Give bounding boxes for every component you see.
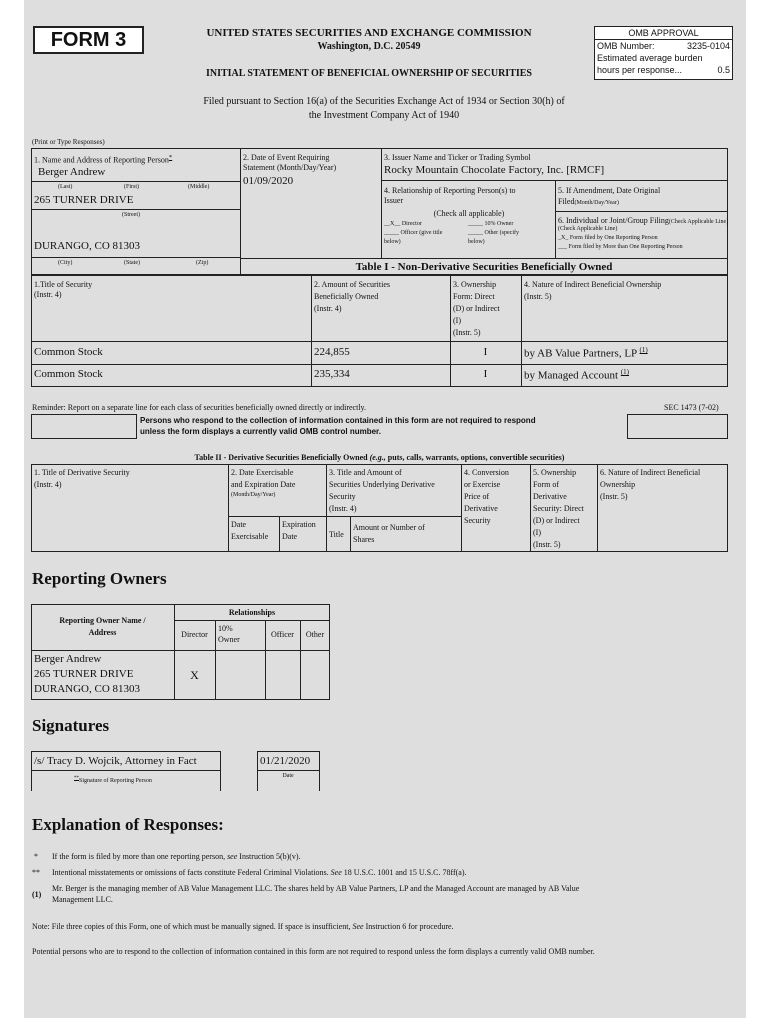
t1-h1b: (Instr. 4)	[34, 290, 62, 299]
owner-director-mark: X	[190, 668, 199, 682]
exp-mark-3: (1)	[32, 890, 42, 899]
t2-h3a: 3. Title and Amount of	[329, 468, 402, 477]
box4-label: 4. Relationship of Reporting Person(s) to	[384, 186, 516, 195]
owner-col-name1: Reporting Owner Name /	[59, 616, 146, 625]
omb-number: 3235-0104	[686, 41, 730, 51]
box2-label: 2. Date of Event Requiring	[243, 153, 330, 162]
t1-h3a: 3. Ownership	[453, 280, 497, 289]
officer-col: Officer	[271, 630, 294, 639]
t2-h3d: (Instr. 4)	[329, 504, 357, 513]
sec-number: SEC 1473 (7-02)	[664, 403, 719, 412]
omb-burden-label: Estimated average burden	[597, 53, 703, 63]
exp-mark-1: *	[34, 852, 38, 861]
t1-h4a: 4. Nature of Indirect Beneficial Ownership	[524, 280, 662, 289]
omb-hours: 0.5	[717, 65, 730, 75]
city-label: (City)	[58, 260, 73, 266]
box1-label: 1. Name and Address of Reporting Person*	[34, 154, 173, 165]
other-col: Other	[305, 630, 325, 639]
exp-text-3a: Mr. Berger is the managing member of AB Value Management LLC. The shares held by AB Value Partners, LP and the Managed Account are managed by AB Value	[52, 884, 580, 893]
exp-text-3b: Management LLC.	[52, 895, 113, 904]
note-text: Note: File three copies of this Form, one of which must be manually signed. If space is insufficient, See Instruction 6 for procedure.	[32, 922, 454, 931]
t1-row2-nature: by Managed Account $^{(1)}$	[524, 368, 630, 382]
t1-row1-title: Common Stock	[34, 346, 103, 358]
other-below: below)	[468, 239, 485, 245]
check-all-applicable: (Check all applicable)	[433, 209, 505, 218]
omb-approval-box	[594, 26, 733, 80]
exp-text-1: If the form is filed by more than one reporting person, see Instruction 5(b)(v).	[52, 852, 301, 861]
filing-option-one[interactable]: _X_ Form filed by One Reporting Person	[558, 235, 658, 241]
omb-title: OMB APPROVAL	[595, 27, 732, 40]
agency-title: UNITED STATES SECURITIES AND EXCHANGE COMMISSION	[206, 27, 532, 39]
owner-col-1: 10%	[218, 624, 233, 633]
last-label: (Last)	[58, 184, 73, 190]
t2-h3c: Security	[329, 492, 356, 501]
t2-h5f: (I)	[533, 528, 541, 537]
t2-h2a: 2. Date Exercisable	[231, 468, 294, 477]
signature-date: 01/21/2020	[260, 755, 311, 767]
officer-checkbox[interactable]: _____ Officer (give title	[384, 230, 443, 236]
t2-h6a: 6. Nature of Indirect Beneficial	[600, 468, 701, 477]
t2-h5d: Security: Direct	[533, 504, 584, 513]
t1-h2b: Beneficially Owned	[314, 292, 379, 301]
t2-h4c: Price of	[464, 492, 490, 501]
signature-label: **Signature of Reporting Person	[74, 776, 152, 784]
statement-title: INITIAL STATEMENT OF BENEFICIAL OWNERSHIP OF SECURITIES	[205, 68, 532, 79]
owner-name: Berger Andrew	[34, 653, 102, 665]
box5-label2: Filed(Month/Day/Year)	[558, 197, 619, 206]
filed-pursuant-line1: Filed pursuant to Section 16(a) of the Securities Exchange Act of 1934 or Section 30(h) of	[203, 96, 565, 107]
t1-row2-amount: 235,334	[314, 368, 350, 380]
t2-h5e: (D) or Indirect	[533, 516, 580, 525]
t1-row1-nature: by AB Value Partners, LP $^{(1)}$	[524, 346, 648, 360]
t1-row1-amount: 224,855	[314, 346, 350, 358]
street-label: (Street)	[122, 212, 140, 218]
t2-h3b: Securities Underlying Derivative	[329, 480, 435, 489]
reporting-person-street: 265 TURNER DRIVE	[34, 194, 134, 206]
middle-label: (Middle)	[188, 184, 210, 190]
explanation-heading: Explanation of Responses:	[32, 815, 224, 834]
t1-row1-form: I	[483, 346, 488, 358]
event-date: 01/09/2020	[243, 175, 294, 187]
t2-h3f: Amount or Number of	[353, 523, 425, 532]
officer-below: below)	[384, 239, 401, 245]
persons-notice-2: unless the form displays a currently valid OMB control number.	[140, 427, 381, 436]
issuer-name: Rocky Mountain Chocolate Factory, Inc. [RMCF]	[384, 164, 605, 176]
first-label: (First)	[124, 184, 139, 190]
t2-h4b: or Exercise	[464, 480, 501, 489]
omb-number-label: OMB Number:	[597, 41, 655, 51]
t2-h2g: Date	[282, 532, 298, 541]
reporting-owners-heading: Reporting Owners	[32, 569, 167, 588]
box4-label2: Issuer	[384, 196, 404, 205]
box3-label: 3. Issuer Name and Ticker or Trading Symbol	[384, 153, 531, 162]
t2-h5b: Form of	[533, 480, 559, 489]
agency-city: Washington, D.C. 20549	[317, 41, 421, 52]
t1-h3d: (I)	[453, 316, 461, 325]
t2-h1b: (Instr. 4)	[34, 480, 62, 489]
box2-label2: Statement (Month/Day/Year)	[243, 163, 337, 172]
t1-row2-title: Common Stock	[34, 368, 103, 380]
director-col: Director	[181, 630, 208, 639]
t2-h2d: Date	[231, 520, 247, 529]
zip-label: (Zip)	[196, 260, 209, 266]
reminder-text: Reminder: Report on a separate line for each class of securities beneficially owned directly or indirectly.	[32, 403, 367, 412]
form-page	[24, 0, 746, 1018]
date-label: Date	[282, 773, 294, 779]
t1-h3c: (D) or Indirect	[453, 304, 500, 313]
t2-h1a: 1. Title of Derivative Security	[34, 468, 130, 477]
persons-notice-1: Persons who respond to the collection of information contained in this form are not required to respond	[140, 416, 536, 425]
t2-h5g: (Instr. 5)	[533, 540, 561, 549]
t2-h6b: Ownership	[600, 480, 636, 489]
t1-row2-form: I	[483, 368, 488, 380]
t2-h3g: Shares	[353, 535, 375, 544]
t2-h3e: Title	[329, 530, 344, 539]
relationships-header: Relationships	[228, 608, 276, 617]
ten-percent-owner-checkbox[interactable]: _____ 10% Owner	[468, 221, 514, 227]
owner-address1: 265 TURNER DRIVE	[34, 668, 134, 680]
filed-pursuant-line2: the Investment Company Act of 1940	[308, 110, 460, 121]
reporting-person-name: Berger Andrew	[38, 166, 106, 178]
exp-text-2: Intentional misstatements or omissions of facts constitute Federal Criminal Violations. See 18 U.S.C. 1001 and 15 U.S.C. 78ff(a).	[52, 868, 467, 877]
t2-h4a: 4. Conversion	[464, 468, 509, 477]
owner-col-name2: Address	[88, 628, 117, 637]
director-checkbox[interactable]: __X__ Director	[384, 221, 422, 227]
form-label: FORM 3	[33, 26, 144, 54]
other-checkbox[interactable]: _____ Other (specify	[468, 230, 519, 236]
signatures-heading: Signatures	[32, 716, 110, 735]
t2-h4d: Derivative	[464, 504, 498, 513]
t1-h2a: 2. Amount of Securities	[314, 280, 390, 289]
t2-h5c: Derivative	[533, 492, 567, 501]
box6-label: 6. Individual or Joint/Group Filing(Check Applicable Line)	[558, 216, 729, 225]
t1-h3e: (Instr. 5)	[453, 328, 481, 337]
state-label: (State)	[124, 260, 140, 266]
t2-h4e: Security	[464, 516, 491, 525]
exp-mark-2: **	[32, 868, 40, 877]
omb-hours-label: hours per response...	[597, 65, 683, 75]
t1-h3b: Form: Direct	[453, 292, 495, 301]
notice-left-box	[31, 414, 137, 439]
filing-option-more[interactable]: ___ Form filed by More than One Reporting Person	[558, 244, 683, 250]
t1-h1a: 1.Title of Security	[34, 280, 93, 289]
print-type-note: (Print or Type Responses)	[32, 138, 105, 146]
table1-title: Table I - Non-Derivative Securities Beneficially Owned	[355, 261, 613, 273]
table2-title: Table II - Derivative Securities Beneficially Owned (e.g., puts, calls, warrants, options, convertible securities)	[194, 453, 565, 462]
box6-label-small: (Check Applicable Line)	[558, 226, 618, 232]
table2	[31, 464, 728, 552]
notice-right-box	[627, 414, 728, 439]
t2-h2e: Exercisable	[231, 532, 269, 541]
t1-h2c: (Instr. 4)	[314, 304, 342, 313]
signature-value: /s/ Tracy D. Wojcik, Attorney in Fact	[34, 755, 197, 767]
owner-col-2: Owner	[218, 635, 240, 644]
t2-h2c: (Month/Day/Year)	[231, 492, 276, 498]
t2-h2f: Expiration	[282, 520, 316, 529]
t2-h6c: (Instr. 5)	[600, 492, 628, 501]
t1-h4b: (Instr. 5)	[524, 292, 552, 301]
potential-text: Potential persons who are to respond to the collection of information contained in this form are not required to respond unless the form displays a currently valid OMB number.	[32, 947, 595, 956]
box5-label: 5. If Amendment, Date Original	[558, 186, 661, 195]
t2-h5a: 5. Ownership	[533, 468, 577, 477]
reporting-person-city: DURANGO, CO 81303	[34, 240, 141, 252]
t2-h2b: and Expiration Date	[231, 480, 296, 489]
owner-address2: DURANGO, CO 81303	[34, 683, 141, 695]
